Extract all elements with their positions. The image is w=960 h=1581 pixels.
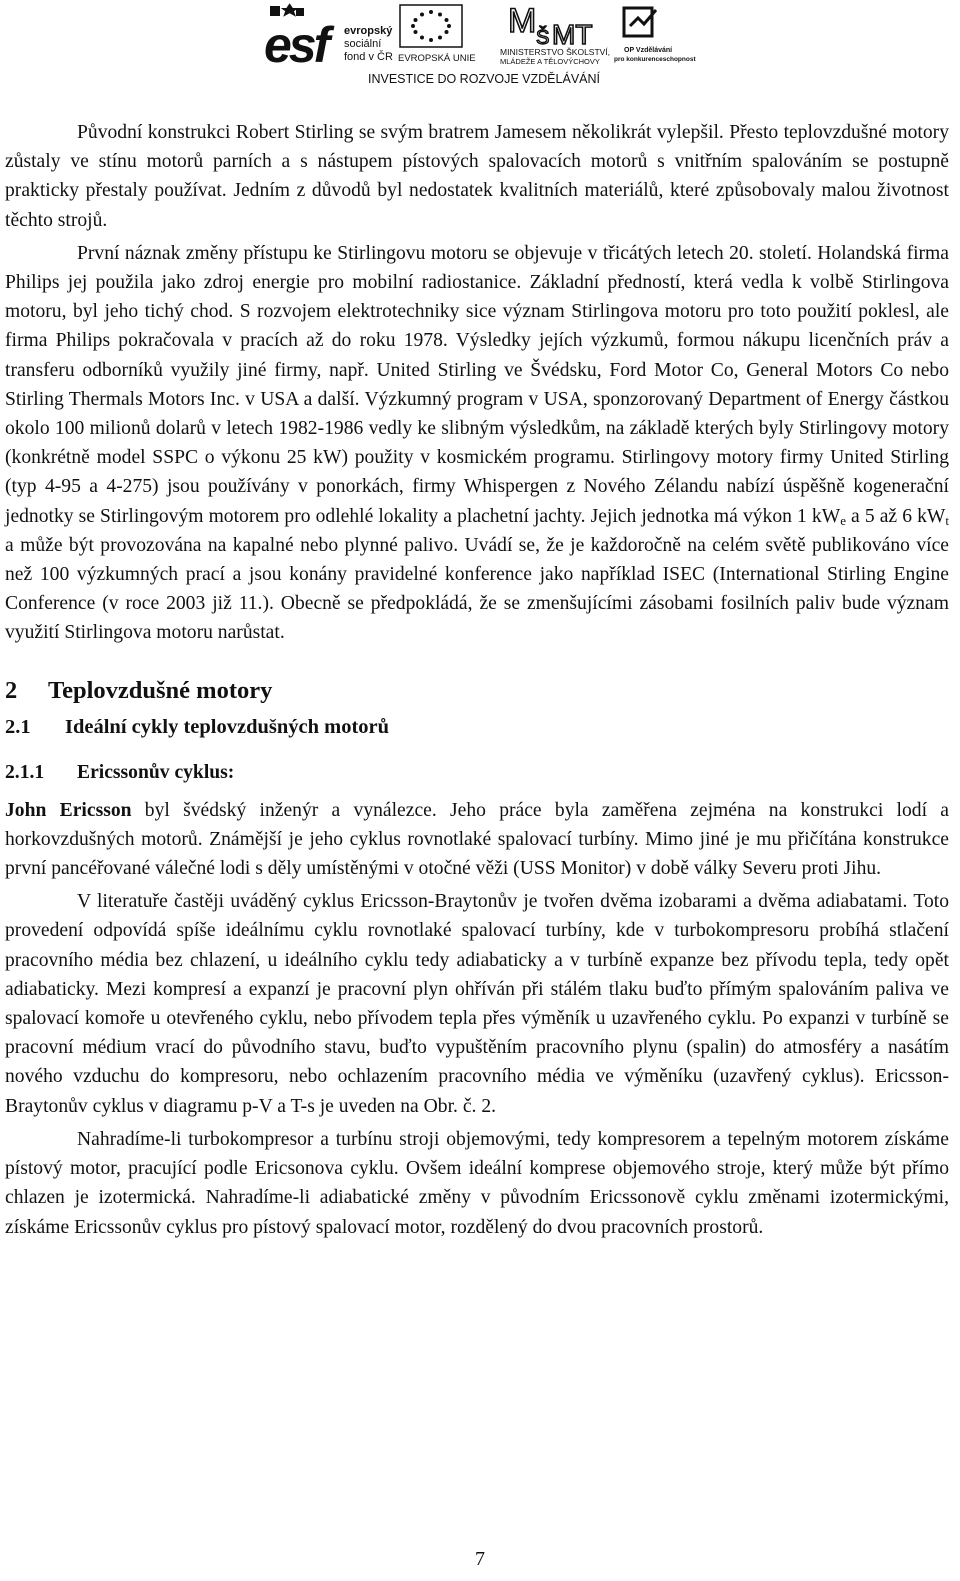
banner-tagline: INVESTICE DO ROZVOJE VZDĚLÁVÁNÍ — [368, 72, 600, 86]
paragraph-stirling-revival — [5, 239, 949, 648]
svg-text:OP Vzdělávání: OP Vzdělávání — [624, 47, 673, 54]
subsubsection-number: 2.1.1 — [5, 761, 45, 783]
svg-text:MLÁDEŽE A TĚLOVÝCHOVY: MLÁDEŽE A TĚLOVÝCHOVY — [500, 57, 600, 66]
subsection-title: Ideální cykly teplovzdušných motorů — [65, 715, 390, 738]
svg-text:M: M — [508, 2, 537, 40]
funding-logos — [262, 0, 698, 86]
paragraph-ericsson-brayton: V literatuře častěji uváděný cyklus Ericsson-Braytonův je tvořen dvěma izobarami a dvěma adiabatami. Toto provedení odpovídá spíše ideálnímu cyklu rovnotlaké spalovací turbíny, kde v turbokompresoru probíhá stlačení pracovního média bez chlazení, u ideálního cyklu tedy adiabaticky a v turbíně expanze bez přívodu tepla, tedy opět adiabaticky. Mezi kompresí a expanzí je pracovní plyn ohříván při stálém tlaku buďto přímým spalováním paliva ve spalovací komoře u otevřeného cyklu, nebo přívodem tepla přes výměník u uzavřeného cyklu. Po expanzi v turbíně se pracovní médium vrací do původního stavu, buďto vypuštěním pracovního plynu (spalin) do atmosféry a nasátím nového vzduchu do kompresoru, nebo ochlazením pracovního média ve výměníku (uzavřený cyklus). Ericsson-Braytonův cyklus v diagramu p-V a T-s je uveden na Obr. č. 2. — [5, 891, 949, 1117]
paragraph-text: a může být provozována na kapalné nebo plynné palivo. Uvádí se, že je každoročně na celém světě publikováno více než 100 výzkumných prací a jsou konány pravidelné konference jako například ISEC (International Stirling Engine Conference (v roce 2003 již 11.). Obecně se předpokládá, že se zmenšujícími zásobami fosilních paliv bude význam využití Stirlingova motoru narůstat. — [5, 534, 949, 644]
paragraph-stirling-history: Původní konstrukci Robert Stirling se svým bratrem Jamesem několikrát vylepšil. Přesto teplovzdušné motory zůstaly ve stínu motorů parních a s nástupem pístových spalovacích motorů s vnitřním spalováním se postupně prakticky přestaly používat. Jedním z důvodů byl nedostatek kvalitních materiálů, které způsobovaly malou životnost těchto strojů. — [5, 122, 949, 231]
svg-text:evropský: evropský — [344, 25, 393, 37]
op-vk-logo — [614, 8, 696, 63]
paragraph-piston-engine: Nahradíme-li turbokompresor a turbínu stroji objemovými, tedy kompresorem a tepelným motorem získáme pístový motor, pracující podle Ericsonova cyklu. Ovšem ideální komprese objemového stroje, který může být přímo chlazen je izotermická. Nahradíme-li adiabatické změny v původním Ericssonově cyklu změnami izotermickými, získáme Ericssonův cyklus pro pístový spalovací motor, rozdělený do dvou pracovních prostorů. — [5, 1128, 949, 1238]
funding-logos-banner — [262, 0, 698, 86]
svg-text:pro konkurenceschopnost: pro konkurenceschopnost — [614, 56, 696, 63]
subsection-number: 2.1 — [5, 715, 31, 738]
svg-text:EVROPSKÁ UNIE: EVROPSKÁ UNIE — [398, 53, 476, 64]
subscript-e: e — [840, 512, 846, 528]
paragraph-john-ericsson — [5, 796, 949, 884]
paragraph-text: byl švédský inženýr a vynálezce. Jeho práce byla zaměřena zejména na konstrukci lodí a horkovzdušných motorů. Známější je jeho cyklus rovnotlaké spalovací turbíny. Mimo jiné je mu přičítána konstrukce první pancéřované válečné lodi s děly umístěnými v otočné věži (USS Monitor) v době války Severu proti Jihu. — [5, 799, 949, 880]
person-name: John Ericsson — [5, 799, 132, 821]
paragraph-text: První náznak změny přístupu ke Stirlingovu motoru se objevuje v třicátých letech 20. století. Holandská firma Philips jej použila jako zdroj energie pro mobilní radiostanice. Základní předností, která vedla k volbě Stirlingova motoru, byl jeho tichý chod. S rozvojem elektrotechniky sice význam Stirlingova motoru pro toto použití poklesl, ale firma Philips pokračovala v pracích až do roku 1978. Výsledky jejích výzkumů, formou nákupu licenčních práv a transferu odborníků využily jiné firmy, např. United Stirling ve Švédsku, Ford Motor Co, General Motors Co nebo Stirling Thermals Motors Inc. v USA a další. Výzkumný program v USA, sponzorovaný Department of Energy částkou okolo 100 milionů dolarů v letech 1982-1986 vedly ke slibným výsledkům, na základě kterých byly Stirlingovy motory (konkrétně model SSPC o výkonu 25 kW) použity v kosmickém programu. Stirlingovy motory firmy United Stirling (typ 4-95 a 4-275) jsou používány v ponorkách, firmy Whispergen z Nového Zélandu nabízí úspěšně kogenerační jednotky se Stirlingovým motorem pro odlehlé lokality a plachetní jachty. Jejich jednotka má výkon 1 kW — [5, 242, 949, 527]
svg-text:Š: Š — [536, 27, 550, 49]
esf-logo — [264, 3, 393, 73]
subsubsection-title: Ericssonův cyklus: — [77, 761, 235, 783]
section-number: 2 — [5, 676, 18, 704]
section-title: Teplovzdušné motory — [48, 676, 273, 704]
svg-text:MT: MT — [552, 19, 593, 50]
document-body — [5, 118, 949, 1242]
svg-text:sociální: sociální — [344, 38, 382, 50]
paragraph-text: a 5 až 6 kW — [845, 505, 946, 527]
subsubsection-heading — [5, 760, 949, 786]
section-heading — [5, 676, 949, 706]
svg-text:MINISTERSTVO ŠKOLSTVÍ,: MINISTERSTVO ŠKOLSTVÍ, — [500, 47, 611, 57]
msmt-logo — [500, 2, 610, 66]
subsection-heading — [5, 714, 949, 740]
svg-text:fond v ČR: fond v ČR — [344, 51, 393, 63]
eu-flag-logo — [398, 5, 476, 64]
subscript-t: t — [945, 512, 949, 528]
page-number: 7 — [475, 1548, 485, 1570]
svg-text:esf: esf — [264, 17, 328, 73]
